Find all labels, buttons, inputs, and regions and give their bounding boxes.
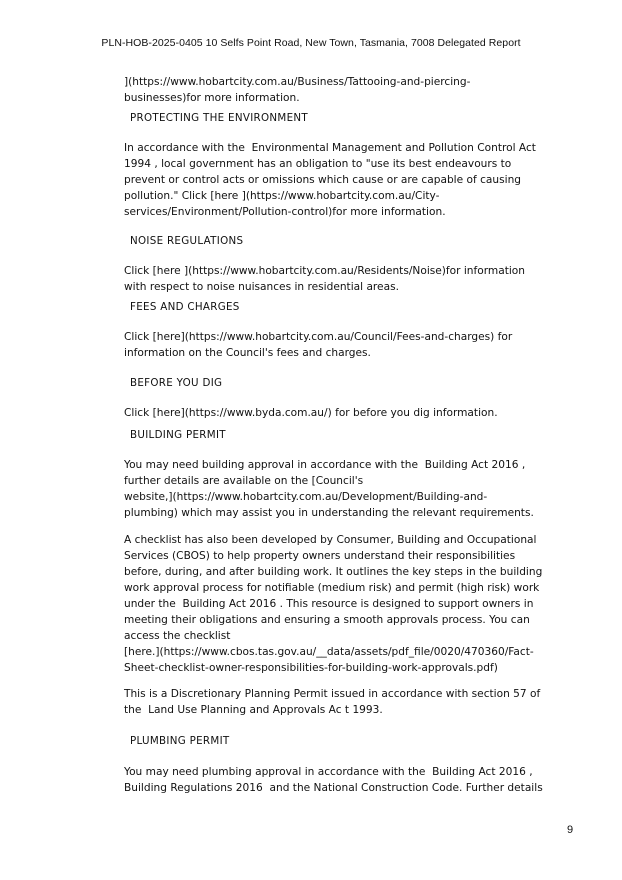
paragraph-tattooing-link: ](https://www.hobartcity.com.au/Business/Tattooing-and-piercing- businesses)for more information. <box>124 76 471 104</box>
paragraph-environment: In accordance with the Environmental Management and Pollution Control Act 1994 , local government has an obligation to "use its best endeavours to prevent or control acts or omissions which cause or are capable of causing pollution." Click [here ](https://www.hobartcity.com.au/City- services/Environment/Pollution-control)for more information. <box>124 142 536 218</box>
heading-before-you-dig: BEFORE YOU DIG <box>130 377 223 389</box>
paragraph-cbos-checklist: A checklist has also been developed by Consumer, Building and Occupational Services (CBOS) to help property owners understand their responsibilities before, during, and after building work. It outlines the key steps in the building work approval process for notifiable (medium risk) and permit (high risk) work under the Building Act 2016 . This resource is designed to support owners in meeting their obligations and ensuring a smooth approvals process. You can access the checklist [here.](https://www.cbos.tas.gov.au/__data/assets/pdf_file/0020/470360/Fact- Sheet-checklist-owner-responsibilities-for-building-work-approvals.pdf) <box>124 534 543 674</box>
page-number: 9 <box>567 824 574 836</box>
paragraph-discretionary-permit: This is a Discretionary Planning Permit issued in accordance with section 57 of the Land Use Planning and Approvals Ac t 1993. <box>124 688 541 716</box>
paragraph-plumbing-approval: You may need plumbing approval in accordance with the Building Act 2016 , Building Regulations 2016 and the National Construction Code. Further details <box>124 766 543 794</box>
heading-fees-and-charges: FEES AND CHARGES <box>130 301 240 313</box>
paragraph-building-approval: You may need building approval in accordance with the Building Act 2016 , further details are available on the [Council's website,](https://www.hobartcity.com.au/Development/Building-and- plumbing) which may assist you in understanding the relevant requirements. <box>124 459 534 519</box>
paragraph-fees: Click [here](https://www.hobartcity.com.au/Council/Fees-and-charges) for information on the Council's fees and charges. <box>124 331 513 359</box>
heading-plumbing-permit: PLUMBING PERMIT <box>130 735 230 747</box>
paragraph-noise: Click [here ](https://www.hobartcity.com.au/Residents/Noise)for information with respect to noise nuisances in residential areas. <box>124 265 526 293</box>
paragraph-before-you-dig: Click [here](https://www.byda.com.au/) for before you dig information. <box>124 407 498 419</box>
page-header: PLN-HOB-2025-0405 10 Selfs Point Road, New Town, Tasmania, 7008 Delegated Report <box>101 37 521 49</box>
heading-protecting-environment: PROTECTING THE ENVIRONMENT <box>130 112 308 124</box>
heading-noise-regulations: NOISE REGULATIONS <box>130 235 244 247</box>
heading-building-permit: BUILDING PERMIT <box>130 429 226 441</box>
